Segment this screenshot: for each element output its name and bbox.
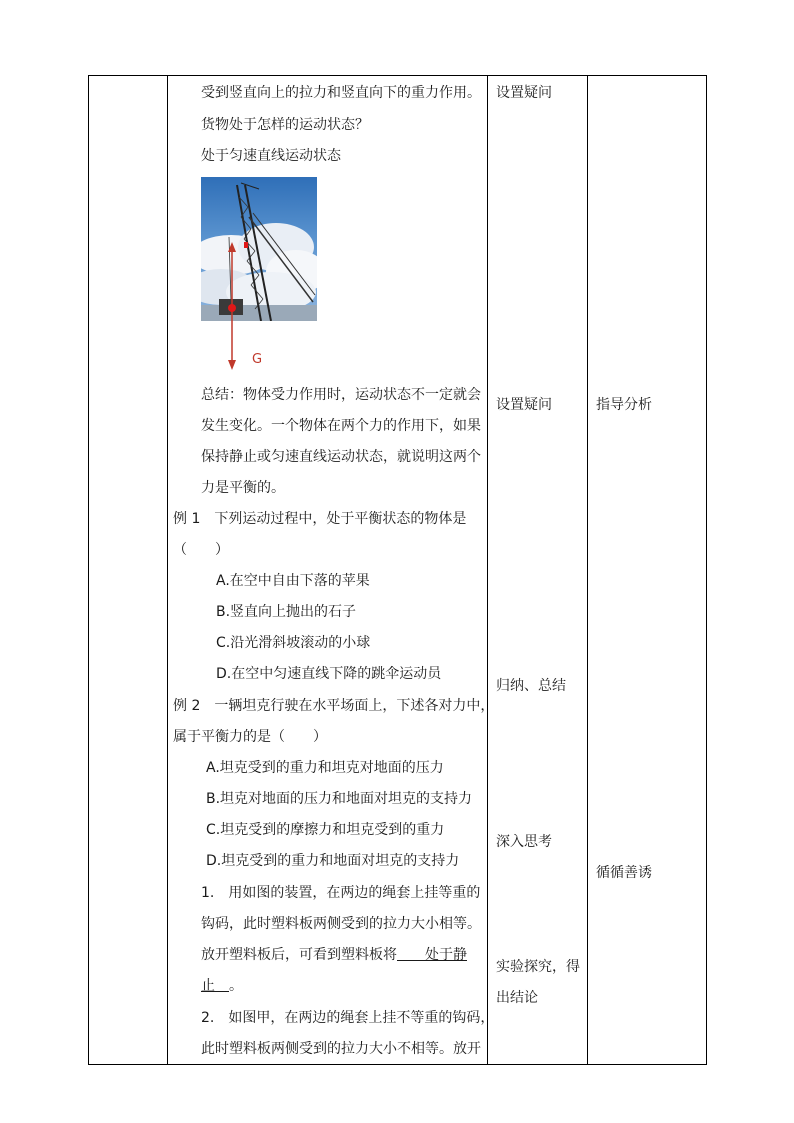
experiment-line: 放开塑料板后，可看到塑料板将 处于静 — [201, 947, 467, 963]
example2-stem: 属于平衡力的是（ ） — [173, 729, 327, 745]
example1-option: B.竖直向上抛出的石子 — [216, 604, 357, 620]
method-item: 设置疑问 — [496, 85, 552, 101]
example2-option: A.坦克受到的重力和坦克对地面的压力 — [206, 760, 444, 776]
force-label-g: G — [252, 352, 263, 367]
summary-line: 力是平衡的。 — [201, 480, 285, 496]
content-line: 货物处于怎样的运动状态？ — [201, 117, 369, 133]
method-item: 出结论 — [496, 990, 538, 1006]
experiment-line: 1. 用如图的装置，在两边的绳套上挂等重的 — [201, 885, 481, 901]
column-divider — [487, 76, 488, 1064]
example2-option: D.坦克受到的重力和地面对坦克的支持力 — [206, 853, 460, 869]
answer-blank: 处于静 — [397, 947, 467, 963]
example2-stem: 例 2 一辆坦克行驶在水平场面上，下述各对力中， — [173, 698, 495, 714]
content-line: 受到竖直向上的拉力和竖直向下的重力作用。 — [201, 85, 481, 101]
experiment-line: 2. 如图甲，在两边的绳套上挂不等重的钩码， — [201, 1010, 495, 1026]
intent-item: 指导分析 — [596, 397, 652, 413]
summary-line: 保持静止或匀速直线运动状态，就说明这两个 — [201, 449, 481, 465]
experiment-line: 止 。 — [201, 978, 243, 994]
column-divider — [167, 76, 168, 1064]
example1-option: D.在空中匀速直线下降的跳伞运动员 — [216, 666, 442, 682]
summary-line: 发生变化。一个物体在两个力的作用下，如果 — [201, 418, 481, 434]
example1-stem: 例 1 下列运动过程中，处于平衡状态的物体是 — [173, 511, 467, 527]
experiment-line: 此时塑料板两侧受到的拉力大小不相等。放开 — [201, 1041, 481, 1057]
method-item: 归纳、总结 — [496, 678, 566, 694]
example2-option: B.坦克对地面的压力和地面对坦克的支持力 — [206, 791, 473, 807]
example2-option: C.坦克受到的摩擦力和坦克受到的重力 — [206, 822, 445, 838]
intent-item: 循循善诱 — [596, 865, 652, 881]
column-divider — [587, 76, 588, 1064]
example1-stem: （ ） — [173, 542, 229, 558]
method-item: 深入思考 — [496, 834, 552, 850]
experiment-line: 钩码，此时塑料板两侧受到的拉力大小相等。 — [201, 916, 481, 932]
example1-option: C.沿光滑斜坡滚动的小球 — [216, 635, 371, 651]
example1-option: A.在空中自由下落的苹果 — [216, 573, 370, 589]
method-item: 设置疑问 — [496, 397, 552, 413]
method-item: 实验探究，得 — [496, 959, 580, 975]
summary-line: 总结：物体受力作用时，运动状态不一定就会 — [201, 387, 481, 403]
answer-blank: 止 — [201, 978, 229, 994]
force-arrows — [200, 230, 263, 380]
content-line: 处于匀速直线运动状态 — [201, 148, 341, 164]
